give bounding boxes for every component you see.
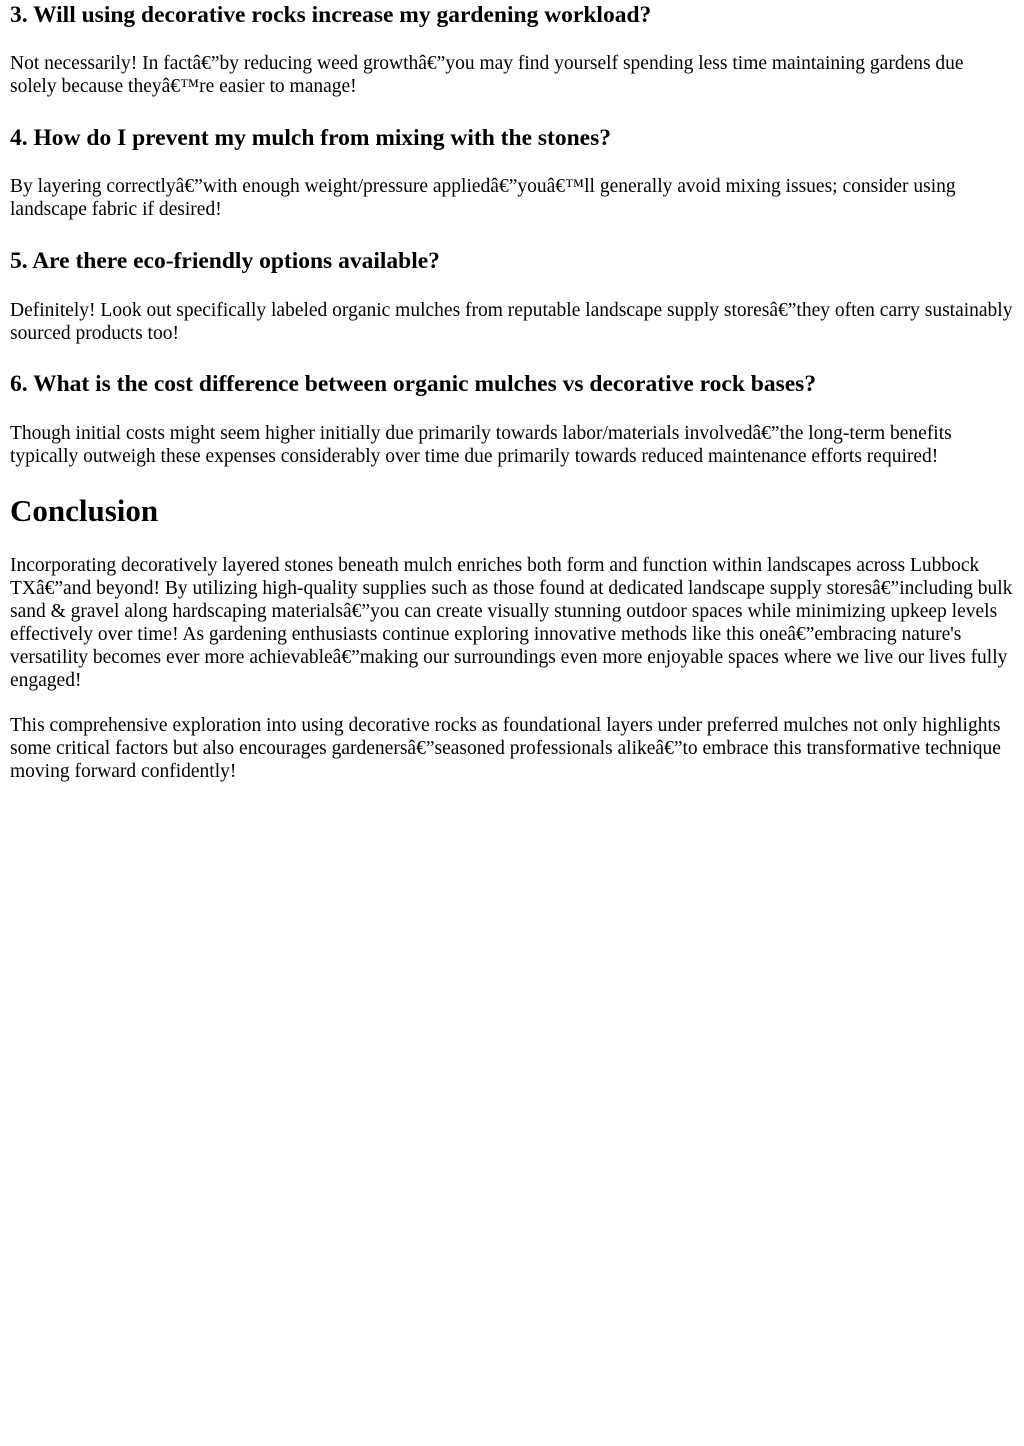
faq-answer-5: Definitely! Look out specifically labeled organic mulches from reputable landscape supply storesâ€”they often carry sustainably sourced products too!: [10, 300, 1013, 344]
faq-question-3: 3. Will using decorative rocks increase my gardening workload?: [10, 2, 652, 28]
faq-answer-4: By layering correctlyâ€”with enough weight/pressure appliedâ€”youâ€™ll generally avoid mixing issues; consider using landscape fabric if desired!: [10, 176, 956, 220]
conclusion-paragraph-2: This comprehensive exploration into using decorative rocks as foundational layers under preferred mulches not only highlights some critical factors but also encourages gardenersâ€”seasoned professionals alikeâ€”to embrace this transformative technique moving forward confidently!: [10, 715, 1001, 782]
faq-answer-6: Though initial costs might seem higher initially due primarily towards labor/materials involvedâ€”the long-term benefits typically outweigh these expenses considerably over time due primarily towards reduced maintenance efforts required!: [10, 423, 952, 467]
faq-question-6: 6. What is the cost difference between organic mulches vs decorative rock bases?: [10, 371, 817, 397]
faq-answer-3: Not necessarily! In factâ€”by reducing weed growthâ€”you may find yourself spending less time maintaining gardens due solely because theyâ€™re easier to manage!: [10, 53, 964, 97]
faq-question-5: 5. Are there eco-friendly options available?: [10, 248, 440, 274]
conclusion-paragraph-1: Incorporating decoratively layered stones beneath mulch enriches both form and function within landscapes across Lubbock TXâ€”and beyond! By utilizing high-quality supplies such as those found at dedicated landscape supply storesâ€”including bulk sand & gravel along hardscaping materialsâ€”you can create visually stunning outdoor spaces while minimizing upkeep levels effectively over time! As gardening enthusiasts continue exploring innovative methods like this oneâ€”embracing nature's versatility becomes ever more achievableâ€”making our surroundings even more enjoyable spaces where we live our lives fully engaged!: [10, 555, 1013, 691]
faq-question-4: 4. How do I prevent my mulch from mixing with the stones?: [10, 125, 611, 151]
conclusion-heading: Conclusion: [10, 493, 159, 528]
